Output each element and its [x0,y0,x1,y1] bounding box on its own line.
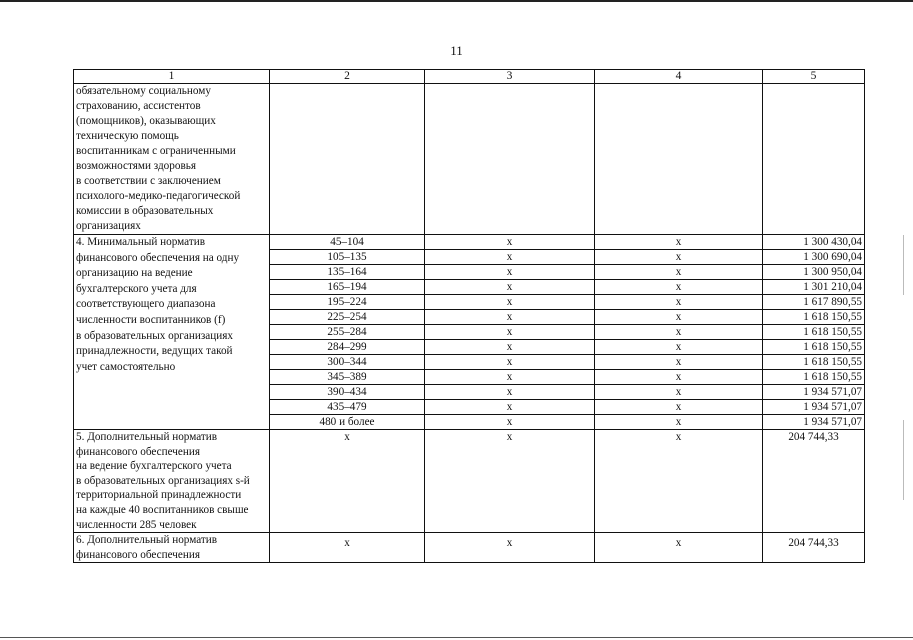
description-line: обязательному социальному [76,85,211,97]
description-line: (помощников), оказывающих [76,115,216,127]
header-col-4: 4 [595,70,763,84]
page-number: 11 [450,43,463,58]
range-cell: 225–254 [270,310,425,325]
x-cell: x [425,295,595,310]
range-cell: 435–479 [270,400,425,415]
value-cell: 1 617 890,55 [763,295,865,310]
x-cell: x [425,310,595,325]
description-line: возможностями здоровья [76,160,196,172]
x-cell: x [595,415,763,430]
range-cell: 105–135 [270,250,425,265]
description-line: воспитанникам с ограниченными [76,145,236,157]
x-cell: x [595,310,763,325]
table-row-6 [74,533,865,563]
value-cell: 1 300 430,04 [763,235,865,250]
x-cell: x [425,325,595,340]
header-col-3: 3 [425,70,595,84]
description-line: финансового обеспечения [76,445,200,458]
header-row [74,70,865,84]
description-line: в образовательных организациях [76,329,233,342]
range-cell: 195–224 [270,295,425,310]
value-cell: 1 934 571,07 [763,400,865,415]
description-line: организациях [76,220,141,232]
empty-cell [763,84,865,235]
value-cell: 1 300 950,04 [763,265,865,280]
x-cell: x [595,295,763,310]
description-line: техническую помощь [76,130,179,142]
description-line: бухгалтерского учета для [76,282,197,295]
x-cell: x [425,415,595,430]
x-cell: x [425,355,595,370]
x-cell: x [595,325,763,340]
value-cell: 204 744,33 [763,533,865,563]
x-cell: x [425,265,595,280]
scan-edge-mark [903,235,904,295]
row-continued-description [74,84,270,235]
x-cell: x [425,235,595,250]
description-line: в образовательных организациях s-й [76,474,250,487]
description-line: в соответствии с заключением [76,175,221,187]
x-cell: x [595,385,763,400]
description-line: 6. Дополнительный норматив [76,534,218,547]
x-cell: x [595,400,763,415]
description-line: принадлежности, ведущих такой [76,345,233,358]
empty-cell [270,84,425,235]
x-cell: x [425,533,595,563]
x-cell: x [270,533,425,563]
value-cell: 1 618 150,55 [763,370,865,385]
empty-cell [595,84,763,235]
row-5-description [74,430,270,533]
description-line: на ведение бухгалтерского учета [76,460,232,473]
header-col-2: 2 [270,70,425,84]
description-line: на каждые 40 воспитанников свыше [76,503,249,516]
description-line: организацию на ведение [76,267,193,280]
description-line: комиссии в образовательных [76,205,214,217]
x-cell: x [595,430,763,533]
description-line: территориальной принадлежности [76,489,242,502]
x-cell: x [595,355,763,370]
range-cell: 390–434 [270,385,425,400]
table-row-4 [74,235,865,250]
range-cell: 345–389 [270,370,425,385]
x-cell: x [425,430,595,533]
x-cell: x [425,340,595,355]
x-cell: x [595,370,763,385]
x-cell: x [595,340,763,355]
description-line: психолого-медико-педагогической [76,190,241,202]
x-cell: x [425,385,595,400]
description-line: финансового обеспечения [76,548,200,561]
scan-edge-mark [903,420,904,500]
value-cell: 1 300 690,04 [763,250,865,265]
description-line: численности воспитанников (f) [76,313,226,326]
page-top-edge [0,0,913,2]
range-cell: 135–164 [270,265,425,280]
table-row-continued [74,84,865,235]
x-cell: x [595,250,763,265]
description-line: учет самостоятельно [76,360,176,373]
x-cell: x [425,370,595,385]
row-6-description [74,533,270,563]
range-cell: 480 и более [270,415,425,430]
description-line: страхованию, ассистентов [76,100,201,112]
x-cell: x [595,235,763,250]
range-cell: 165–194 [270,280,425,295]
x-cell: x [425,400,595,415]
value-cell: 1 618 150,55 [763,340,865,355]
range-cell: 284–299 [270,340,425,355]
description-line: 4. Минимальный норматив [76,236,205,248]
x-cell: x [595,280,763,295]
row-4-description [74,235,270,430]
range-cell: 255–284 [270,325,425,340]
range-cell: 300–344 [270,355,425,370]
value-cell: 204 744,33 [763,430,865,533]
value-cell: 1 618 150,55 [763,325,865,340]
normative-table [73,69,865,563]
header-col-5: 5 [763,70,865,84]
table-row-5 [74,430,865,533]
value-cell: 1 934 571,07 [763,415,865,430]
description-line: 5. Дополнительный норматив [76,431,218,443]
value-cell: 1 301 210,04 [763,280,865,295]
value-cell: 1 934 571,07 [763,385,865,400]
x-cell: x [595,533,763,563]
empty-cell [425,84,595,235]
header-col-1: 1 [74,70,270,84]
value-cell: 1 618 150,55 [763,310,865,325]
x-cell: x [595,265,763,280]
description-line: численности 285 человек [76,518,197,531]
x-cell: x [270,430,425,533]
page-bottom-edge [0,637,913,638]
x-cell: x [425,250,595,265]
description-line: финансового обеспечения на одну [76,251,240,264]
description-line: соответствующего диапазона [76,298,216,311]
value-cell: 1 618 150,55 [763,355,865,370]
range-cell: 45–104 [270,235,425,250]
x-cell: x [425,280,595,295]
